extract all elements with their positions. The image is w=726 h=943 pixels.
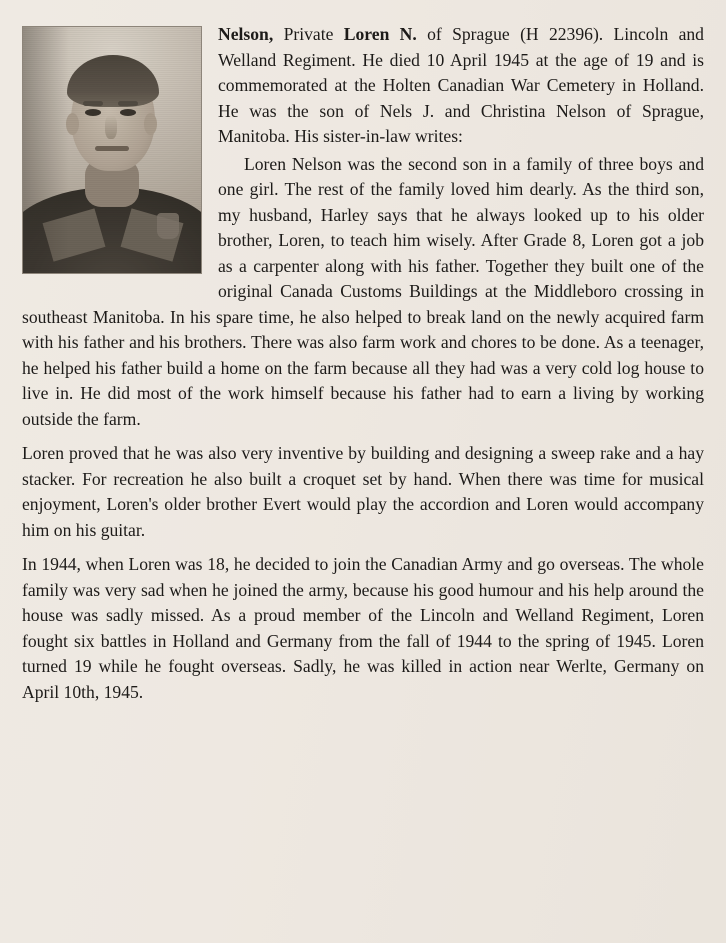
- entry-paragraph-2: Loren proved that he was also very inventive by building and designing a sweep rake and a hay stacker. For recreation he also built a croquet set by hand. When there was time for musical enjoyment, Loren's older brother Evert would play the accordion and Loren would accompany him on his guitar.: [22, 443, 704, 540]
- entry-rank: Private: [283, 24, 334, 44]
- entry-header-rest: of Sprague (H 22396). Lincoln and Welland Regiment. He died 10 April 1945 at the age of 19 and is commemorated at the Holten Canadian War Cemetery in Holland. He was the son of Nels J. and Christina Nelson of Sprague, Manitoba. His sister-in-law writes:: [218, 24, 704, 146]
- page-content: [22, 0, 704, 705]
- entry-given-names: Loren N.: [343, 24, 417, 44]
- entry-paragraph-1: Loren Nelson was the second son in a family of three boys and one girl. The rest of the family loved him dearly. As the third son, my husband, Harley says that he always looked up to his older brother, Loren, to teach him wisely. After Grade 8, Loren got a job as a carpenter along with his father. Together they built one of the original Canada Customs Buildings at the Middleboro crossing in southeast Manitoba. In his spare time, he also helped to break land on the newly acquired farm with his father and his brothers. There was also farm work and chores to be done. As a teenager, he helped his father build a home on the farm because all they had was a very cold log house to live in. He did most of the work himself because his father had to earn a living by working outside the farm.: [22, 153, 704, 429]
- entry-paragraph-3: In 1944, when Loren was 18, he decided to join the Canadian Army and go overseas. The whole family was very sad when he joined the army, because his good humour and his help around the house was sadly missed. As a proud member of the Lincoln and Welland Regiment, Loren fought six battles in Holland and Germany from the fall of 1944 to the spring of 1945. Loren turned 19 while he fought overseas. Sadly, he was killed in action near Werlte, Germany on April 10th, 1945.: [22, 554, 704, 702]
- photo-grain-texture: [23, 27, 201, 273]
- soldier-portrait-photo: [22, 26, 202, 274]
- entry-surname: Nelson,: [218, 24, 274, 44]
